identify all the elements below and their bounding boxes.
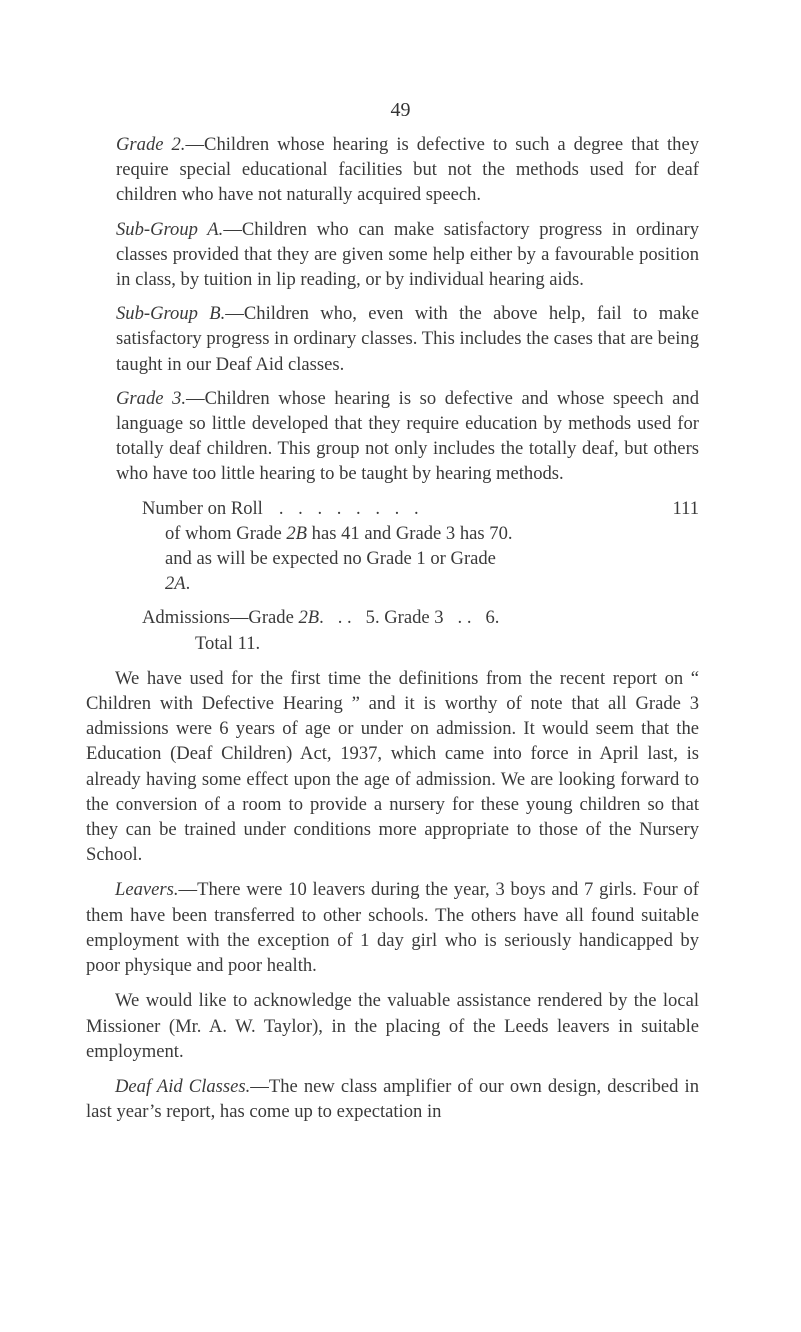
admissions-row [142, 605, 699, 630]
definition-label: Grade 2. [116, 134, 186, 155]
definition-label: Grade 3. [116, 387, 187, 409]
leavers-text: —There were 10 leavers during the year, 3 boys and 7 girls. Four of them have been transferred to other schools. The others have all found suitable employment with the exception of 1 day girl who is seriously handicapped by poor physique and poor health. [86, 879, 699, 977]
definition-text: —Children whose hearing is so defective and whose speech and language so little developed that they require education by methods used for totally deaf children. This group not only includes the totally deaf, but others who have too little hearing to be taught by hearing methods. [116, 387, 699, 485]
page-number: 49 [390, 99, 411, 121]
definition-label: Sub-Group A. [116, 218, 224, 240]
definitions-block [116, 132, 699, 656]
admissions-text: Admissions—Grade [142, 607, 299, 629]
roll-breakdown-text: has 41 and Grade 3 has 70. [307, 522, 513, 544]
definition-sub-group-b [116, 301, 699, 377]
definition-text: —Children who can make satisfactory progress in ordinary classes provided that they are given some help either by a favourable position in class, by tuition in lip reading, or by individual hearing aids. [116, 218, 700, 291]
acknowledge-paragraph: We would like to acknowledge the valuable assistance rendered by the local Missioner (Mr. A. W. Taylor), in the placing of the Leeds leavers in suitable employment. [86, 990, 699, 1062]
roll-leader-dots: . . . . . . . . [278, 497, 424, 519]
admissions-grade: 2B [298, 607, 320, 629]
deaf-aid-text: —The new class amplifier of our own design, described in last year’s report, has come up to expectation in [86, 1075, 699, 1123]
definition-sub-group-a [116, 217, 699, 293]
roll-breakdown [165, 521, 699, 546]
roll-block [142, 496, 699, 656]
roll-note [165, 546, 525, 596]
number-on-roll-row [142, 496, 699, 521]
definition-grade-2 [116, 132, 699, 208]
roll-note-text: . [185, 573, 191, 595]
deaf-aid-paragraph [86, 1074, 699, 1124]
definition-grade-3 [116, 386, 699, 487]
definition-label: Sub-Group B. [116, 303, 226, 325]
roll-label: Number on Roll [142, 497, 263, 519]
deaf-aid-label: Deaf Aid Classes. [115, 1075, 251, 1097]
admissions-total: Total 11. [195, 632, 261, 654]
definitions-note-paragraph: We have used for the first time the definitions from the recent report on “ Children with Defective Hearing ” and it is worthy of note that all Grade 3 admissions were 6 years of age or under on admission. It would seem that the Education (Deaf Children) Act, 1937, which came into force in April last, is already having some effect upon the age of admission. We are looking forward to the conversion of a room to provide a nursery for these young children so that they can be trained under conditions more appropriate to those of the Nursery School. [86, 667, 699, 866]
definition-text: —Children who, even with the above help, fail to make satisfactory progress in ordinary classes. This includes the cases that are being taught in our Deaf Aid classes. [116, 303, 699, 375]
roll-note-text: and as will be expected no Grade 1 or Grade [165, 548, 496, 570]
roll-value: 111 [672, 497, 699, 519]
leavers-paragraph [86, 877, 699, 978]
grade-2a: 2A [165, 573, 186, 595]
page-body [86, 132, 699, 1124]
admissions-text: . . . 5. Grade 3 . . 6. [319, 607, 500, 629]
roll-breakdown-text: of whom Grade [165, 522, 287, 544]
leavers-label: Leavers. [115, 879, 179, 901]
definition-text: —Children whose hearing is defective to such a degree that they require special educational facilities but not the methods used for deaf children who have not naturally acquired speech. [116, 134, 699, 206]
grade-2b: 2B [286, 522, 307, 544]
